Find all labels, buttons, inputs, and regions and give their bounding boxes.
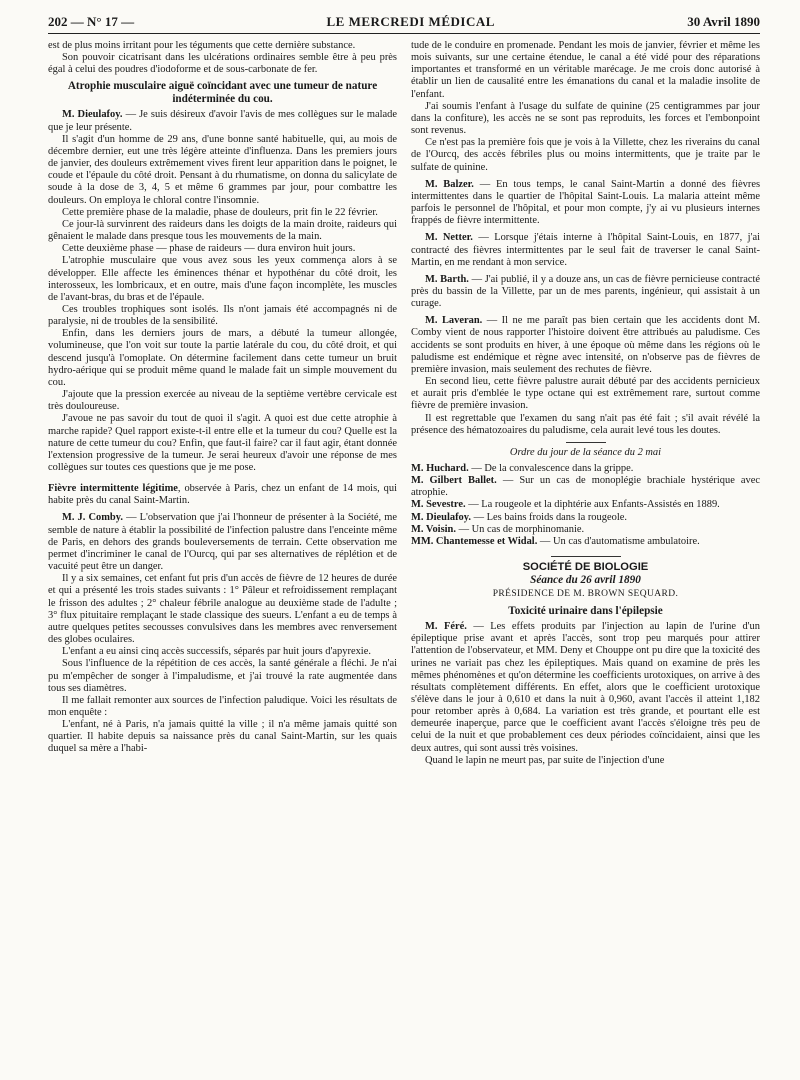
- paragraph: [411, 621, 760, 755]
- society-title: SOCIÉTÉ DE BIOLOGIE: [522, 561, 649, 574]
- agenda-text: — Un cas d'automatisme ambulatoire.: [539, 535, 700, 547]
- section-title: Fièvre intermittente légitime: [48, 483, 178, 495]
- paragraph: En second lieu, cette fièvre palustre aurait débuté par des accidents pernicieux et aurait pris d'emblée le type octane qui est extrêmement rare, surtout comme fièvre de première invasion.: [411, 376, 760, 412]
- journal-title: LE MERCREDI MÉDICAL: [326, 14, 495, 29]
- speaker-name: M. Huchard.: [411, 463, 469, 474]
- section-title: Toxicité urinaire dans l'épilepsie: [508, 604, 663, 617]
- agenda-item: [411, 475, 760, 499]
- paragraph: Ce n'est pas la première fois que je vois à la Villette, chez les riverains du canal de l'Ourcq, des accès fébriles plus ou moins intermittents, que je traite par le sulfate de quinine.: [411, 137, 760, 173]
- page-header: [48, 14, 760, 34]
- agenda-text: — Un cas de morphinomanie.: [458, 523, 585, 535]
- speech-text: — En tous temps, le canal Saint-Martin a donné des fièvres intermittentes dans le quartier de l'hôpital Saint-Louis. La malaria atteint même parfois le personnel de l'hôpital, et pour mon compte, j'y ai vu plusieurs internes frappés de fièvre intermittente.: [411, 178, 761, 227]
- paragraph: [411, 274, 760, 310]
- agenda-item: [411, 512, 760, 524]
- paragraph: Il y a six semaines, cet enfant fut pris d'un accès de fièvre de 12 heures de durée et qui a présenté les trois stades suivants : 1° Pâleur et refroidissement remplaçant le frisson des adultes ; 2° chaleur fébrile analogue au deuxième stade de l'adulte ; 3° flux pituitaire remplaçant le stade classique des sueurs. L'enfant a eu de temps à autre quelques petites secousses convulsives dans les membres avec renversement des globes oculaires.: [48, 573, 397, 646]
- speaker-name: M. Gilbert Ballet.: [411, 475, 497, 487]
- speaker-name: M. Netter.: [425, 232, 473, 244]
- paragraph: [48, 512, 397, 573]
- paragraph: J'avoue ne pas savoir du tout de quoi il s'agit. A quoi est due cette atrophie à marche rapide? Quel rapport existe-t-il entre elle et la tumeur du cou? Quelle est la nature de cette tumeur du cou? Enfin, que faut-il faire? car il faut agir, étant donnée l'extension progressive de la tumeur. Je serai heureux d'avoir une réponse de mes collègues sur toutes ces questions que je me pose.: [48, 413, 397, 473]
- speech-text: — Il ne me paraît pas bien certain que les accidents dont M. Comby vient de nous rapporter l'histoire doivent être attribués au paludisme. Ces accidents se sont produits en hiver, à une époque où même dans les régions où le paludisme est endémique et règne avec intensité, on n'observe pas de fièvres de première invasion, mais seulement des rechutes de fièvre.: [411, 315, 760, 375]
- agenda-item: [411, 463, 760, 475]
- paragraph: L'enfant a eu ainsi cinq accès successifs, séparés par huit jours d'apyrexie.: [62, 646, 371, 658]
- paragraph: Cette deuxième phase — phase de raideurs — dura environ huit jours.: [62, 243, 356, 255]
- paragraph: Enfin, dans les derniers jours de mars, a débuté la tumeur allongée, volumineuse, que l'on voit sur toute la partie latérale du cou, du côté droit, et qui descend jusqu'à l'omoplate. On détermine facilement dans cette tumeur un bruit hydro-aérique qui se produit même quand le malade fait un simple mouvement du cou.: [48, 328, 397, 388]
- paragraph: [411, 315, 760, 376]
- speaker-name: M. Dieulafoy.: [62, 109, 123, 121]
- agenda-text: — De la convalescence dans la grippe.: [471, 463, 634, 474]
- agenda-text: — Les bains froids dans la rougeole.: [473, 511, 627, 523]
- section-subtitle: , observée à Paris, chez un enfant de 14 mois, qui habite près du canal Saint-Martin.: [48, 483, 397, 507]
- paragraph: [411, 179, 760, 228]
- agenda-text: — La rougeole et la diphtérie aux Enfants-Assistés en 1889.: [468, 499, 720, 511]
- paragraph: est de plus moins irritant pour les téguments que cette dernière substance.: [48, 40, 356, 51]
- speech-text: — Je suis désireux d'avoir l'avis de mes collègues sur le malade que je leur présente.: [48, 109, 397, 133]
- presidency: PRÉSIDENCE DE M. BROWN SEQUARD.: [492, 589, 679, 600]
- agenda-text: — Sur un cas de monoplégie brachiale hystérique avec atrophie.: [411, 475, 761, 499]
- agenda-item: [411, 524, 760, 536]
- speaker-name: MM. Chantemesse et Widal.: [411, 535, 538, 547]
- paragraph: Il s'agit d'un homme de 29 ans, d'une bonne santé habituelle, qui, au mois de décembre dernier, eut une très légère atteinte d'influenza. Dans les premiers jours de janvier, des douleurs extrêmement vives firent leur apparition dans le poignet, le coude et l'épaule du côté droit. Pensant à du rhumatisme, on donna du salicylate de soude à la dose de 3, 4, 5 et même 6 grammes par jour, pour combattre les douleurs. On employa le chloral contre l'insomnie.: [48, 133, 397, 206]
- paragraph: J'ajoute que la pression exercée au niveau de la septième vertèbre cervicale est très douloureuse.: [48, 389, 397, 413]
- paragraph: L'enfant, né à Paris, n'a jamais quitté la ville ; il n'a même jamais quitté son quartier. Il habite depuis sa naissance près du canal Saint-Martin, sur les quais duquel sa mère a l'habi-: [48, 719, 397, 755]
- paragraph: Ces troubles trophiques sont isolés. Ils n'ont jamais été accompagnés ni de paralysie, ni de troubles de la sensibilité.: [48, 303, 397, 328]
- agenda-item: [411, 536, 760, 548]
- speech-text: — Les effets produits par l'injection au lapin de l'urine d'un épileptique prise avant et après l'accès, sont trop peu marqués pour attirer l'attention de l'observateur, et MM. Deny et Chouppe ont pu dire que la toxicité des urines ne variait pas chez les épileptiques. Mais quand on examine de près les mêmes phénomènes et qu'on détermine les coefficients urotoxiques, on arrive à des résultats complètement différents. En effet, alors que le coefficient urotoxique s'élève dans le jour à 0,610 et dans la nuit à 0,960, avant l'accès il atteint 1,182 pour retomber après à 0,684. La variation est très grande, et pourtant elle est demeurée inaperçue, parce que le coefficient avant l'accès s'éloigne très peu de celui de la nuit et que probablement ces deux périodes coïncidaient, ainsi que les deux autres, qui sont aussi très voisines.: [411, 621, 760, 754]
- speaker-name: M. Dieulafoy.: [411, 511, 472, 523]
- paragraph: [48, 109, 397, 133]
- speech-text: — Lorsque j'étais interne à l'hôpital Saint-Louis, en 1877, j'ai contracté des fièvres intermittentes par le seul fait de traverser le canal Saint-Martin, en me rendant à mon service.: [411, 232, 760, 268]
- page-number: 202 — N° 17 —: [48, 14, 135, 29]
- section-title: Atrophie musculaire aiguë coïncidant avec une tumeur de nature indéterminée du cou.: [67, 80, 378, 105]
- speaker-name: M. Voisin.: [411, 523, 456, 535]
- paragraph: Ce jour-là survinrent des raideurs dans les doigts de la main droite, raideurs qui gênaient le malade dans presque tous les mouvements de la main.: [48, 218, 397, 243]
- paragraph: Il est regrettable que l'examen du sang n'ait pas été fait ; s'il avait révélé la présence des hématozoaires du paludisme, cela aurait levé tous les doutes.: [411, 412, 760, 436]
- speech-text: — L'observation que j'ai l'honneur de présenter à la Société, me semble de nature à établir la possibilité de l'infection palustre dans l'enceinte même de Paris, en dehors des grands bouleversements de terrain. Cette observation me permet d'incriminer le canal de l'Ourcq, qui par ses alternatives de réplétion et de vacuité peut être un danger.: [48, 512, 398, 573]
- speaker-name: M. Sevestre.: [411, 499, 466, 511]
- paragraph: [411, 232, 760, 268]
- paragraph: J'ai soumis l'enfant à l'usage du sulfate de quinine (25 centigrammes par jour dans la confiture), les accès ne se sont pas reproduits, les forces et l'embonpoint sont revenus.: [411, 100, 760, 137]
- speaker-name: M. Laveran.: [425, 315, 483, 327]
- speaker-name: M. J. Comby.: [62, 512, 123, 524]
- divider: [566, 442, 606, 443]
- speech-text: — J'ai publié, il y a douze ans, un cas de fièvre pernicieuse contracté près du bassin de la Villette, par un de mes parents, ingénieur, qui assistait à un curage.: [411, 273, 760, 310]
- paragraph: L'atrophie musculaire que vous avez sous les yeux commença alors à se développer. Elle affecte les éminences thénar et hypothénar du côté droit, les interosseux, les lombricaux, et en outre, mais d'une façon incomplète, les muscles de l'avant-bras, du bras et de l'épaule.: [48, 255, 397, 303]
- section-heading-inline: [48, 483, 397, 507]
- agenda-title: Ordre du jour de la séance du 2 mai: [509, 446, 662, 458]
- paragraph: Son pouvoir cicatrisant dans les ulcérations ordinaires semble être à peu près égal à celui des poudres d'iodoforme et de sous-carbonate de fer.: [48, 52, 397, 76]
- columns: [48, 40, 760, 767]
- right-column: [411, 40, 760, 767]
- paragraph: Sous l'influence de la répétition de ces accès, la santé générale a fléchi. Je n'ai pu m'empêcher de songer à l'impaludisme, et j'ai trouvé la rate augmentée dans tous ses diamètres.: [48, 658, 397, 694]
- speaker-name: M. Balzer.: [425, 178, 474, 190]
- agenda-list: [411, 463, 760, 548]
- session-date: Séance du 26 avril 1890: [530, 574, 641, 587]
- paragraph: tude de le conduire en promenade. Pendant les mois de janvier, février et même les mois suivants, sur une certaine étendue, le canal a été vidé pour des réparations importantes et transformé en un véritable marécage. Je me crois donc autorisé à établir un lien de causalité entre les émanations du canal et la maladie insolite de l'enfant.: [411, 40, 760, 100]
- left-column: [48, 40, 397, 767]
- agenda-item: [411, 499, 760, 511]
- issue-date: 30 Avril 1890: [687, 14, 760, 29]
- divider: [551, 556, 621, 557]
- speaker-name: M. Barth.: [425, 273, 469, 285]
- paragraph: Cette première phase de la maladie, phase de douleurs, prit fin le 22 février.: [62, 206, 378, 218]
- speaker-name: M. Féré.: [425, 621, 467, 633]
- paragraph: Quand le lapin ne meurt pas, par suite de l'injection d'une: [425, 754, 665, 766]
- paragraph: Il me fallait remonter aux sources de l'infection paludique. Voici les résultats de mon enquête :: [48, 694, 397, 718]
